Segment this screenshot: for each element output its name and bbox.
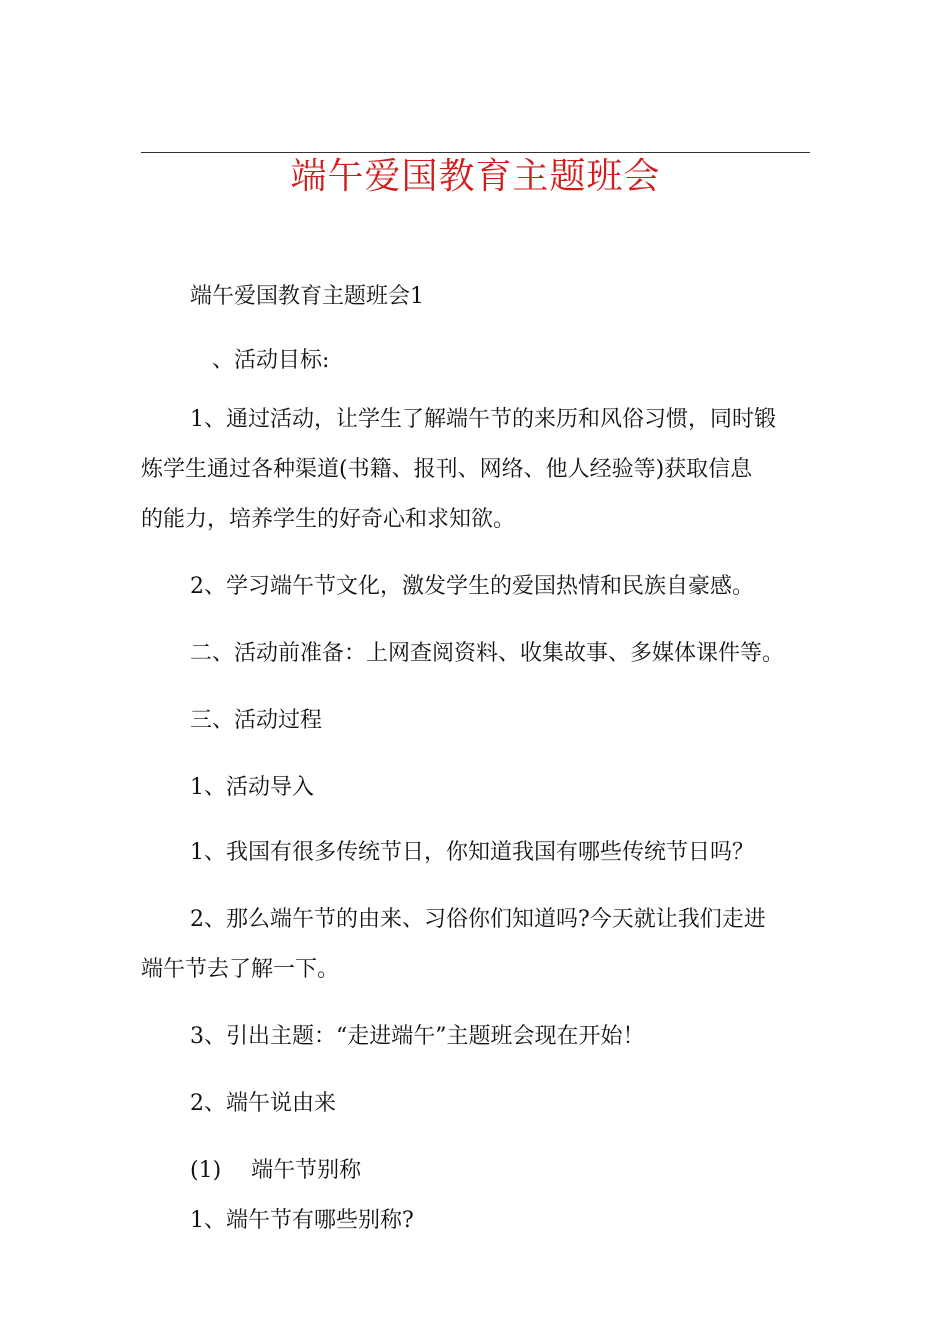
subheading-process: 三、活动过程: [190, 708, 323, 733]
item-number: (1): [190, 1158, 222, 1183]
paragraph-line: 炼学生通过各种渠道(书籍、报刊、网络、他人经验等)获取信息: [141, 457, 753, 482]
paragraph-line: 的能力，培养学生的好奇心和求知欲。: [141, 507, 516, 532]
numbered-subheading: [190, 1156, 361, 1186]
paragraph-line: 2、那么端午节的由来、习俗你们知道吗?今天就让我们走进: [190, 907, 766, 932]
subheading-intro: 1、活动导入: [190, 775, 314, 800]
paragraph-line: 1、我国有很多传统节日，你知道我国有哪些传统节日吗？: [190, 840, 754, 865]
document-title: 端午爱国教育主题班会: [290, 156, 661, 197]
paragraph-line: 端午节去了解一下。: [141, 957, 340, 982]
paragraph-line: 1、端午节有哪些别称?: [190, 1208, 414, 1233]
section-heading: 端午爱国教育主题班会1: [190, 284, 424, 309]
paragraph-line: 1、通过活动，让学生了解端午节的来历和风俗习惯，同时锻: [190, 407, 776, 432]
paragraph-line: 3、引出主题：“走进端午”主题班会现在开始！: [190, 1024, 645, 1049]
subheading-origin: 2、端午说由来: [190, 1091, 336, 1116]
item-label: 端午节别称: [251, 1158, 362, 1183]
subheading-goals: 、活动目标:: [212, 348, 330, 373]
paragraph-line: 二、活动前准备：上网查阅资料、收集故事、多媒体课件等。: [190, 641, 785, 666]
paragraph-line: 2、学习端午节文化，激发学生的爱国热情和民族自豪感。: [190, 574, 754, 599]
